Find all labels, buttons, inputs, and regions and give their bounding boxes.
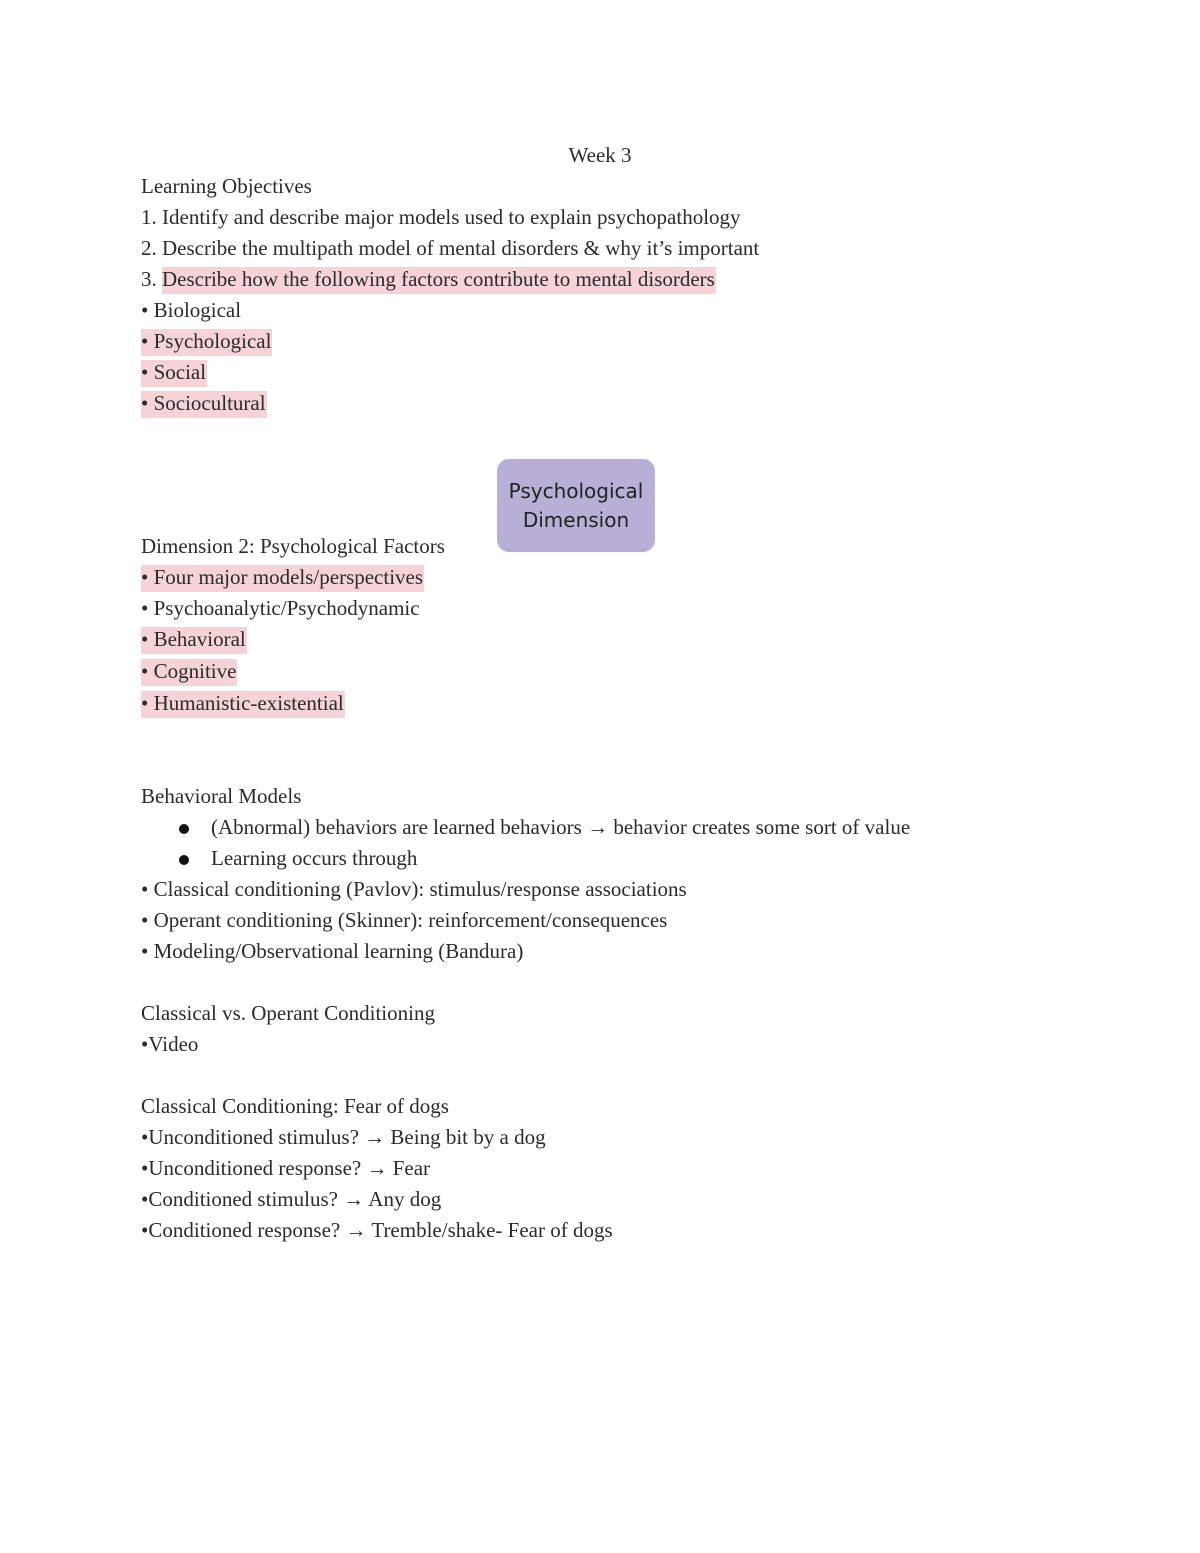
dimension2-item-3-text: • Behavioral: [141, 627, 247, 654]
behavioral-sub-item-2: [141, 843, 1041, 874]
classical-fear-item-1: •Unconditioned stimulus? → Being bit by a dog: [141, 1125, 546, 1149]
dimension2-heading: Dimension 2: Psychological Factors: [141, 534, 445, 558]
learning-objectives-heading: Learning Objectives: [141, 174, 312, 198]
dimension2-item-4: [141, 656, 1041, 687]
spacer: [141, 719, 1041, 781]
dimension2-item-5-text: • Humanistic-existential: [141, 691, 345, 718]
spacer: [141, 1060, 1041, 1091]
classical-fear-item-3: •Conditioned stimulus? → Any dog: [141, 1187, 442, 1211]
factor-sociocultural-text: • Sociocultural: [141, 391, 267, 418]
behavioral-sub-item-1-text: (Abnormal) behaviors are learned behaviors → behavior creates some sort of value: [211, 815, 911, 839]
factor-biological: • Biological: [141, 298, 242, 322]
dimension2-item-4-text: • Cognitive: [141, 659, 237, 686]
factor-social: [141, 357, 1041, 388]
behavioral-sub-item-2-text: Learning occurs through: [211, 846, 418, 870]
factor-psychological-text: • Psychological: [141, 329, 272, 356]
behavioral-models-heading: Behavioral Models: [141, 784, 302, 808]
box-line-1: Psychological: [508, 478, 644, 503]
behavioral-item-3: • Modeling/Observational learning (Bandura): [141, 939, 524, 963]
dimension2-item-5: [141, 688, 1041, 719]
box-line-2: Dimension: [522, 507, 630, 532]
objective-3-prefix: 3.: [141, 267, 162, 291]
dimension2-item-2: • Psychoanalytic/Psychodynamic: [141, 596, 420, 620]
dimension2-item-1-text: • Four major models/perspectives: [141, 565, 424, 592]
dimension2-item-3: [141, 624, 1041, 655]
classical-fear-item-4: •Conditioned response? → Tremble/shake- Fear of dogs: [141, 1218, 613, 1242]
objective-2: 2. Describe the multipath model of mental disorders & why it’s important: [141, 236, 760, 260]
classical-vs-operant-item-1: •Video: [141, 1032, 199, 1056]
objective-1: 1. Identify and describe major models used to explain psychopathology: [141, 205, 741, 229]
bullet-dot-icon: [179, 824, 189, 834]
dimension2-item-1: [141, 562, 1041, 593]
behavioral-item-2: • Operant conditioning (Skinner): reinforcement/consequences: [141, 908, 668, 932]
bullet-dot-icon: [179, 855, 189, 865]
spacer: [141, 419, 1041, 531]
factor-social-text: • Social: [141, 360, 207, 387]
page-title: Week 3: [568, 143, 632, 167]
factor-sociocultural: [141, 388, 1041, 419]
objective-3-text: Describe how the following factors contribute to mental disorders: [162, 267, 716, 294]
behavioral-sub-item-1: [141, 812, 1041, 843]
classical-fear-heading: Classical Conditioning: Fear of dogs: [141, 1094, 449, 1118]
factor-psychological: [141, 326, 1041, 357]
classical-fear-item-2: •Unconditioned response? → Fear: [141, 1156, 431, 1180]
behavioral-item-1: • Classical conditioning (Pavlov): stimulus/response associations: [141, 877, 687, 901]
document-page: [141, 140, 1041, 1246]
classical-vs-operant-heading: Classical vs. Operant Conditioning: [141, 1001, 435, 1025]
spacer: [141, 967, 1041, 998]
objective-3: [141, 264, 1041, 295]
